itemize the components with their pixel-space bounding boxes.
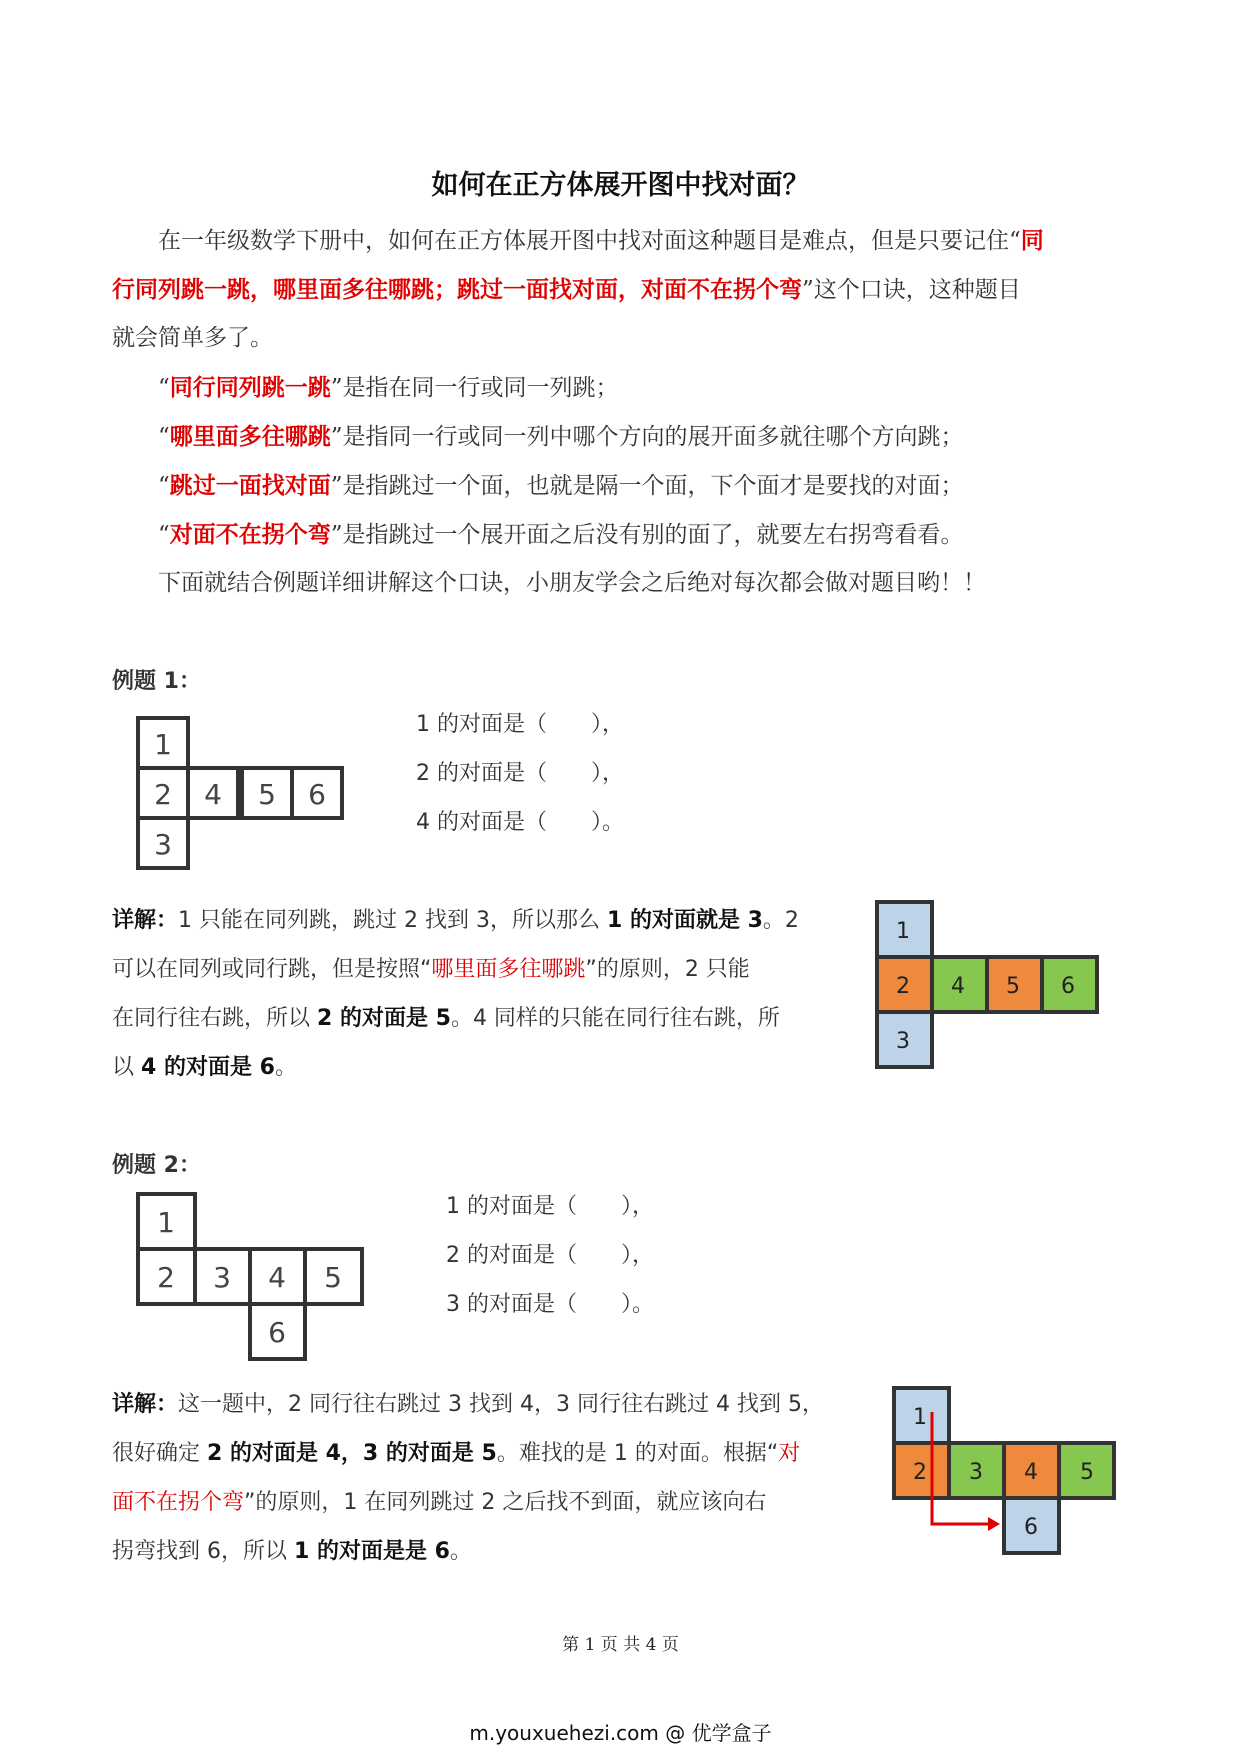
example-1-label: 例题 1： (112, 669, 201, 694)
example-2-question-1: 1 的对面是（ ）， (446, 1194, 654, 1219)
example-2-question-2: 2 的对面是（ ）， (446, 1243, 654, 1268)
example-1-question-1: 1 的对面是（ ）， (416, 712, 624, 737)
closing-line: 下面就结合例题详细讲解这个口诀，小朋友学会之后绝对每次都会做对题目哟！！ (158, 570, 986, 596)
net2-label: 5 (324, 1261, 342, 1294)
page-footer: 第 1 页 共 4 页 (562, 1635, 679, 1655)
cnet1-label: 2 (896, 974, 910, 999)
intro-line-1: 在一年级数学下册中，如何在正方体展开图中找对面这种题目是难点，但是只要记住“同 (158, 227, 1044, 254)
rule-2: “哪里面多往哪跳”是指同一行或同一列中哪个方向的展开面多就往哪个方向跳； (158, 423, 964, 450)
net1-label: 6 (308, 778, 326, 811)
cnet2-label: 3 (969, 1460, 983, 1485)
example-2-net (133, 1190, 383, 1372)
watermark: m.youxuehezi.com @ 优学盒子 (469, 1721, 772, 1745)
cnet2-label: 4 (1024, 1460, 1038, 1485)
intro-line-3: 就会简单多了。 (112, 325, 273, 351)
example-1-question-3: 4 的对面是（ ）。 (416, 810, 624, 835)
cnet2-label: 5 (1080, 1460, 1094, 1485)
page-title: 如何在正方体展开图中找对面？ (431, 170, 810, 201)
example-2-colored-net (890, 1384, 1130, 1564)
cnet1-label: 3 (896, 1029, 910, 1054)
net1-label: 5 (258, 778, 276, 811)
rule-4: “对面不在拐个弯”是指跳过一个展开面之后没有别的面了，就要左右拐弯看看。 (158, 521, 964, 548)
example-2-detail: 详解：这一题中，2 同行往右跳过 3 找到 4，3 同行往右跳过 4 找到 5， 很好确定 2 的对面是 4，3 的对面是 5。难找的是 1 的对面。根据“对 面不在拐个弯”的原则，1 在同列跳过 2 之后找不到面，就应该向右 拐弯找到 6，所以 1 的对面是是 6。 (112, 1392, 824, 1564)
example-2-question-3: 3 的对面是（ ）。 (446, 1292, 654, 1317)
net2-label: 3 (213, 1261, 231, 1294)
net2-label: 1 (157, 1206, 175, 1239)
net1-label: 2 (154, 778, 172, 811)
example-1-net (130, 712, 360, 892)
cnet2-label: 1 (913, 1405, 927, 1430)
cnet1-label: 6 (1061, 974, 1075, 999)
arrow-head-icon (988, 1517, 1000, 1531)
net2-label: 4 (268, 1261, 286, 1294)
example-1-colored-net (873, 898, 1113, 1073)
cnet2-label: 6 (1024, 1515, 1038, 1540)
cnet2-label: 2 (913, 1460, 927, 1485)
cnet1-label: 1 (896, 919, 910, 944)
example-1-question-2: 2 的对面是（ ）， (416, 761, 624, 786)
net2-label: 6 (268, 1316, 286, 1349)
example-2-label: 例题 2： (112, 1153, 201, 1178)
cnet1-label: 5 (1006, 974, 1020, 999)
net1-label: 3 (154, 828, 172, 861)
net2-label: 2 (157, 1261, 175, 1294)
intro-line-2: 行同列跳一跳，哪里面多往哪跳；跳过一面找对面，对面不在拐个弯”这个口诀，这种题目 (112, 276, 1021, 303)
rule-1: “同行同列跳一跳”是指在同一行或同一列跳； (158, 374, 619, 401)
net1-label: 1 (154, 728, 172, 761)
example-1-detail: 详解：1 只能在同列跳，跳过 2 找到 3，所以那么 1 的对面就是 3。2 可以在同列或同行跳，但是按照“哪里面多往哪跳”的原则，2 只能 在同行往右跳，所以 2 的对面是 5。4 同样的只能在同行往右跳，所 以 4 的对面是 6。 (112, 908, 799, 1080)
net1-label: 4 (204, 778, 222, 811)
rule-3: “跳过一面找对面”是指跳过一个面，也就是隔一个面，下个面才是要找的对面； (158, 472, 964, 499)
cnet1-label: 4 (951, 974, 965, 999)
